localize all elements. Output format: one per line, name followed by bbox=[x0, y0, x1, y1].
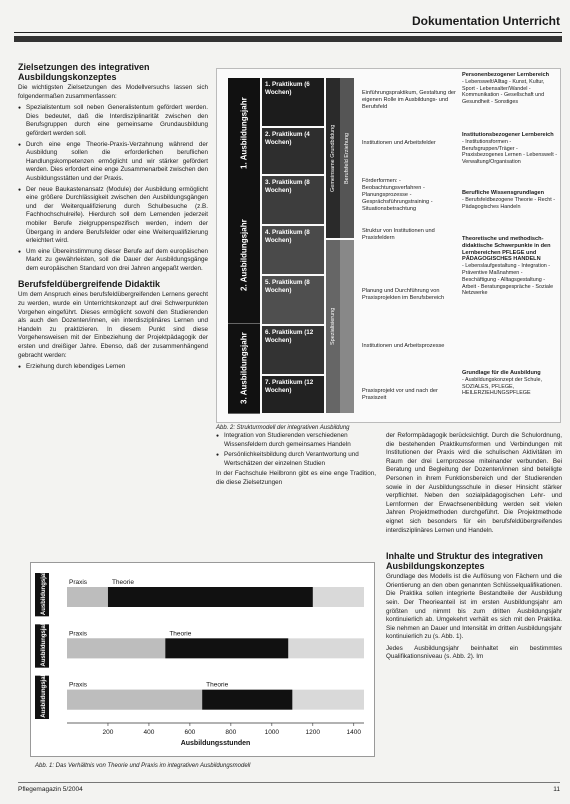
reform-paragraph: der Reformpädagogik berücksichtigt. Durch die Schulordnung, die bestehenden Praktikumsformen und Verbindungen mit Institutionen der Praxis wird die schulischen Aktivitäten im Raum der drei Lernprozesse miteinander verbunden. Bei Beratung und Begleitung der Dozenten/innen sind beteiligte Personen in ihrem Funktionsbereich und der Studierenden sowie in der Ausbildungsschule in dieser Hinsicht stärker verpflichtet. Neben den sozialpädagogischen Lehr- und Lernformen der Erwachsenenbildung werden seit vielen Jahren Projektmethoden durchgeführt. Die Projektmethode eignet sich besonders für ein berufsfeldübergreifendes interdisziplinäres Lernen und Handeln. bbox=[386, 432, 562, 534]
series-label: Praxis bbox=[69, 681, 88, 689]
page-footer bbox=[18, 782, 560, 798]
x-tick-label: 1200 bbox=[305, 729, 321, 736]
learning-area-items: - Ausbildungskonzept der Schule, SOZIALES, PFLEGE, HEILERZIEHUNGSPFLEGE bbox=[462, 376, 543, 397]
learning-area-items: - Lebenslaufgestaltung - Integration - Präventive Maßnahmen - Beschäftigung - Alltagsgestaltung - Arbeit - Beratungsgespräche - Soziale Netzwerke bbox=[462, 263, 554, 297]
section-title: Dokumentation Unterricht bbox=[411, 14, 560, 28]
didactics-list bbox=[18, 363, 208, 372]
heading-goals: Zielsetzungen des integrativen Ausbildungskonzeptes bbox=[18, 62, 150, 82]
header-bar bbox=[14, 36, 562, 42]
x-tick-label: 1000 bbox=[264, 729, 280, 736]
series-label: Theorie bbox=[206, 681, 229, 689]
learning-area-items: - Berufsfeldbezogene Theorie - Recht - Pädagogisches Handeln bbox=[462, 196, 556, 210]
x-axis-label: Ausbildungsstunden bbox=[180, 740, 251, 747]
year-band bbox=[228, 78, 260, 413]
learning-area-block bbox=[462, 370, 557, 397]
x-tick-label: 1400 bbox=[346, 729, 361, 736]
list-item: ● Durch eine enge Theorie-Praxis-Verzahnung während der Ausbildung sollen die erforderlichen beruflichen Handlungskompetenzen ermöglicht und wir stärker gefördert werden. Dies erfordert eine enge Zusammenarbeit zwischen den Ausbildungsstätten und der Praxis. bbox=[26, 141, 208, 184]
year-label: 3. Ausbildungsjahr bbox=[228, 323, 260, 414]
phase-description: Einführungspraktikum, Gestaltung der eigenen Rolle im Ausbildungs- und Berufsfeld bbox=[362, 90, 456, 110]
intro-paragraph: Die wichtigsten Zielsetzungen des Modellversuchs lassen sich folgendermaßen zusammenfassen: bbox=[18, 84, 208, 100]
phase-description: Förderformen: - Beobachtungsverfahren - Planungsprozesse - Gesprächsführungstraining - Situationsbetrachtung bbox=[362, 178, 433, 212]
bar-chart bbox=[30, 562, 375, 769]
study-phase-label: Berufsfeld Erziehung bbox=[340, 78, 354, 238]
learning-area-title: Institutionsbezogener Lernbereich bbox=[462, 132, 554, 138]
publication-label: Pflegemagazin 5/2004 bbox=[18, 786, 83, 793]
study-phase-label: Gemeinsame Grundbildung bbox=[326, 78, 340, 238]
learning-area-block bbox=[462, 132, 557, 166]
year-label: 1. Ausbildungsjahr bbox=[239, 97, 249, 169]
phase-description: Institutionen und Arbeitsprozesse bbox=[362, 343, 445, 349]
list-item: ● Der neue Baukastenansatz (Module) der Ausbildung ermöglicht eine größere Durchlässigkeit zwischen den Ausbildungsgängen und der Weiterqualifizierung durch Schulbesuche (z.B. Fachhochschulreife). Hierdurch soll dem Lernenden jederzeit mobiler Berufe zielgruppenspezifisch werden, indem der Übergang in andere Berufsfelder oder eine Weiterqualifizierung erleichtert wird. bbox=[26, 186, 208, 246]
page-number: 11 bbox=[553, 786, 560, 793]
didactics-paragraph: Um dem Anspruch eines berufsfeldübergreifenden Lernens gerecht zu werden, wurde ein Unterrichtskonzept auf drei Schwerpunkten Vorgehen eingeführt. Dieses ermöglicht sowohl den Studierenden als auch den Dozenten/innen, ein interdisziplinäres Lernen und Handeln zu praktizieren. In diesem Punkt sind diese Vorgehensweisen mit der Einbeziehung der Projektpädagogik der ersten und dreißiger Jahre. Ebenso, daß der zusammenhängend gebracht werden: bbox=[18, 291, 208, 359]
category-label: 3. Ausbildungsjahr bbox=[41, 670, 47, 725]
bar-segment bbox=[67, 638, 165, 658]
heading-structure: Inhalte und Struktur des integrativen Ausbildungskonzeptes bbox=[386, 551, 544, 572]
chart-caption: Abb. 1: Das Verhältnis von Theorie und Praxis im integrativen Ausbildungsmodell bbox=[35, 763, 251, 769]
bar-segment bbox=[67, 690, 202, 710]
integration-list bbox=[216, 432, 376, 468]
heading-didactics: Berufsfeldübergreifende Didaktik bbox=[18, 279, 161, 290]
bar-segment bbox=[165, 638, 288, 658]
learning-area-items: - Institutionsformen - Berufsgruppen/Träger - Praxisbezogenes Lernen - Lebenswelt - Verwaltung/Organisation bbox=[462, 138, 557, 166]
series-label: Theorie bbox=[169, 630, 192, 638]
middle-paragraph: In der Fachschule Heilbronn gibt es eine enge Tradition, die diese Zielsetzungen bbox=[216, 470, 376, 486]
learning-area-block bbox=[462, 236, 557, 297]
learning-area-title: Berufliche Wissensgrundlagen bbox=[462, 190, 545, 196]
x-tick-label: 600 bbox=[184, 729, 196, 736]
column-left bbox=[18, 62, 208, 378]
learning-area-title: Personenbezogener Lernbereich bbox=[462, 72, 550, 78]
x-tick-label: 200 bbox=[102, 729, 114, 736]
praktikum-box: 2. Praktikum (4 Wochen) bbox=[262, 128, 324, 174]
phase-description: Praxisprojekt vor und nach der Praxiszeit bbox=[362, 388, 438, 401]
chart-svg bbox=[31, 563, 374, 756]
bar-segment bbox=[108, 587, 313, 607]
phase-description: Planung und Durchführung von Praxisprojekten im Berufsbereich bbox=[362, 288, 445, 301]
learning-area-block bbox=[462, 190, 557, 210]
goals-list bbox=[18, 104, 208, 273]
list-item: ● Spezialistentum soll neben Generalistentum gefördert werden. Dies bedeutet, daß die Interdisziplinarität zwischen den Berufsgruppen durch eine gemeinsame Grundausbildung gefördert werden soll. bbox=[26, 104, 208, 138]
praktikum-box: 3. Praktikum (8 Wochen) bbox=[262, 176, 324, 224]
column-right bbox=[386, 432, 562, 665]
bar-segment bbox=[67, 587, 108, 607]
category-label: 1. Ausbildungsjahr bbox=[41, 567, 47, 622]
x-tick-label: 800 bbox=[225, 729, 237, 736]
praktikum-box: 7. Praktikum (12 Wochen) bbox=[262, 376, 324, 413]
column-middle bbox=[216, 432, 376, 488]
study-phase-label: Spezialisierung bbox=[326, 240, 340, 413]
praktikum-box: 5. Praktikum (8 Wochen) bbox=[262, 276, 324, 324]
header-rule bbox=[14, 32, 562, 33]
list-item: ● Um eine Übereinstimmung dieser Berufe auf dem europäischen Markt zu gewährleisten, soll die Dauer der Ausbildungsgänge dem europäischen Standard von drei Jahren angepaßt werden. bbox=[26, 248, 208, 274]
page-header bbox=[0, 0, 570, 44]
list-item: ● Erziehung durch lebendiges Lernen bbox=[26, 363, 208, 372]
study-phase-band bbox=[340, 240, 354, 413]
x-tick-label: 400 bbox=[143, 729, 155, 736]
learning-area-title: Theoretische und methodisch-didaktische Schwerpunkte in den Lernbereichen PFLEGE und PÄDAGOGISCHES HANDELN bbox=[462, 236, 551, 263]
learning-area-title: Grundlage für die Ausbildung bbox=[462, 370, 541, 376]
list-item: ● Integration von Studierenden verschiedenen Wissensfeldern durch gemeinsames Handeln bbox=[224, 432, 376, 449]
year-label: 2. Ausbildungsjahr bbox=[228, 188, 260, 324]
praktikum-box: 6. Praktikum (12 Wochen) bbox=[262, 326, 324, 374]
structure-paragraph: Grundlage des Modells ist die Auflösung von Fächern und die Orientierung an den oben genannten Schlüsselqualifikationen. Die Praktika sollen integrierte Bestandteile der Ausbildung sein. Der Theorieanteil ist im ersten Ausbildungsjahr am größten und nimmt bis zum dritten Ausbildungsjahr kontinuierlich ab. Umgekehrt verhält es sich mit den Praktika. Sie nehmen an Dauer und Intensität im dritten Ausbildungsjahr kontinuierlich zu (s. Abb. 1). bbox=[386, 573, 562, 641]
praktikum-box: 1. Praktikum (6 Wochen) bbox=[262, 78, 324, 126]
praktikum-box: 4. Praktikum (8 Wochen) bbox=[262, 226, 324, 274]
learning-area-block bbox=[462, 72, 557, 106]
series-label: Theorie bbox=[111, 579, 135, 586]
structure-paragraph-2: Jedes Ausbildungsjahr beinhaltet ein bestimmtes Qualifikationsniveau (s. Abb. 2). Im bbox=[386, 644, 562, 661]
series-label: Praxis bbox=[69, 579, 88, 586]
series-label: Praxis bbox=[69, 630, 88, 638]
phase-description: Institutionen und Arbeitsfelder bbox=[362, 140, 436, 146]
learning-area-items: - Lebenswelt/Alltag - Kunst, Kultur, Sport - Lebensalter/Wandel - Kommunikation - Gesellschaft und Gesundheit - Sonstiges bbox=[462, 78, 545, 106]
footer-rule bbox=[18, 782, 560, 783]
structure-diagram bbox=[216, 68, 561, 423]
category-label: 2. Ausbildungsjahr bbox=[41, 619, 47, 673]
phase-description: Struktur von Institutionen und Praxisfeldern bbox=[362, 228, 435, 241]
figure-caption: Abb. 2: Strukturmodell der integrativen Ausbildung bbox=[216, 425, 350, 431]
list-item: ● Persönlichkeitsbildung durch Verantwortung und Wertschätzen der einzelnen Studien bbox=[224, 451, 376, 468]
bar-segment bbox=[202, 690, 292, 710]
